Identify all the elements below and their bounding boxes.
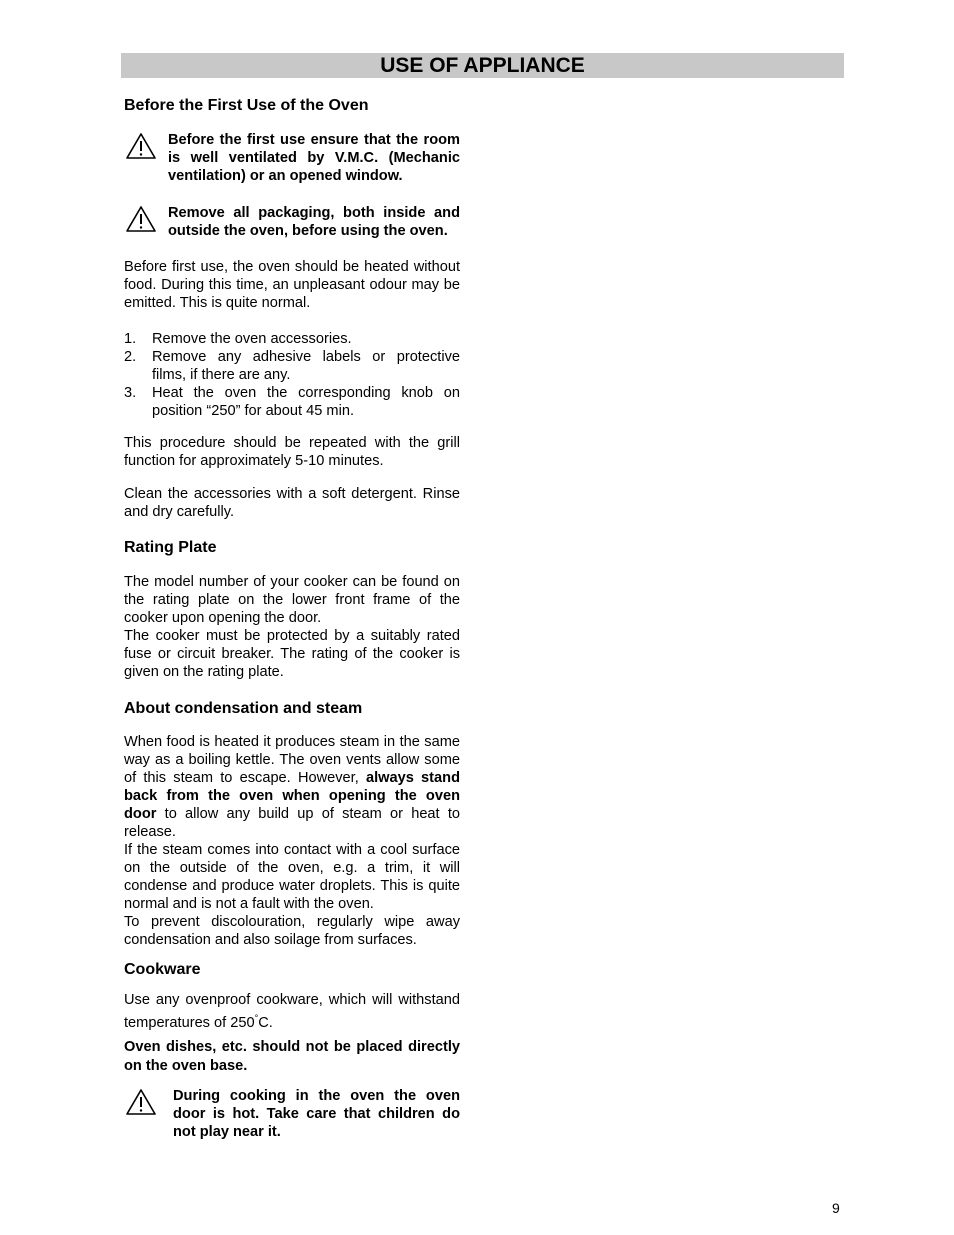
- warning-text-ventilation: Before the first use ensure that the room is well ventilated by V.M.C. (Mechanic ventilation) or an opened window.: [168, 132, 460, 184]
- cookware-p1: [124, 991, 460, 1032]
- step-text: Heat the oven the corresponding knob on position “250” for about 45 min.: [152, 385, 460, 419]
- section-cookware: [124, 960, 460, 980]
- warning-triangle-icon: [125, 1088, 157, 1116]
- first-use-intro: Before first use, the oven should be heated without food. During this time, an unpleasant odour may be emitted. This is quite normal.: [124, 259, 460, 311]
- condensation-p1-start: When food is heated it produces steam in the same way as a boiling kettle. The oven vents allow some of this steam to escape. However,: [124, 734, 460, 786]
- warning-text-packaging: Remove all packaging, both inside and outside the oven, before using the oven.: [168, 205, 460, 239]
- list-item: [124, 348, 460, 384]
- warning-children: [124, 1087, 460, 1143]
- condensation-p3: To prevent discolouration, regularly wipe away condensation and also soilage from surfaces.: [124, 914, 460, 948]
- degree-symbol: °: [254, 1013, 259, 1023]
- page-number: 9: [832, 1200, 840, 1216]
- title-bar: [121, 53, 844, 78]
- cookware-bold-note: Oven dishes, etc. should not be placed directly on the oven base.: [124, 1039, 460, 1074]
- rating-plate-p1: The model number of your cooker can be found on the rating plate on the lower front frame of the cooker upon opening the door.: [124, 574, 460, 626]
- condensation-p1-end: to allow any build up of steam or heat to release.: [124, 806, 460, 840]
- step-number: 1.: [124, 331, 137, 347]
- warning-packaging: [124, 204, 460, 260]
- first-use-steps: [124, 330, 460, 420]
- section-heading-first-use: Before the First Use of the Oven: [124, 97, 369, 114]
- condensation-p1: [124, 733, 460, 841]
- step-number: 2.: [124, 349, 137, 365]
- condensation-warning-bold: always stand back from the oven when opening the oven door: [124, 770, 460, 822]
- first-use-repeat: This procedure should be repeated with the grill function for approximately 5-10 minutes.: [124, 435, 460, 469]
- list-item: [124, 384, 460, 420]
- section-condensation: [124, 699, 460, 719]
- warning-text-children: During cooking in the oven the oven door is hot. Take care that children do not play near it.: [173, 1088, 460, 1140]
- warning-triangle-icon: [125, 205, 157, 233]
- cookware-p1-end: C.: [258, 1014, 273, 1031]
- step-number: 3.: [124, 385, 137, 401]
- step-text: Remove the oven accessories.: [152, 331, 352, 347]
- section-first-use: [124, 96, 460, 116]
- first-use-clean: Clean the accessories with a soft detergent. Rinse and dry carefully.: [124, 486, 460, 520]
- step-text: Remove any adhesive labels or protective films, if there are any.: [152, 349, 460, 383]
- section-rating-plate: [124, 538, 460, 558]
- list-item: [124, 330, 460, 348]
- condensation-text: [124, 733, 460, 949]
- cookware-p1-start: Use any ovenproof cookware, which will withstand temperatures of 250: [124, 992, 460, 1031]
- section-heading-condensation: About condensation and steam: [124, 700, 363, 717]
- warning-ventilation: [124, 131, 460, 205]
- page-title: USE OF APPLIANCE: [380, 54, 585, 77]
- section-heading-rating-plate: Rating Plate: [124, 539, 217, 556]
- section-heading-cookware: Cookware: [124, 961, 201, 978]
- warning-triangle-icon: [125, 132, 157, 160]
- rating-plate-p2: The cooker must be protected by a suitably rated fuse or circuit breaker. The rating of the cooker is given on the rating plate.: [124, 628, 460, 680]
- rating-plate-text: [124, 573, 460, 681]
- condensation-p2: If the steam comes into contact with a cool surface on the outside of the oven, e.g. a trim, it will condense and produce water droplets. This is quite normal and is not a fault with the oven.: [124, 842, 460, 912]
- cookware-text: [124, 991, 460, 1032]
